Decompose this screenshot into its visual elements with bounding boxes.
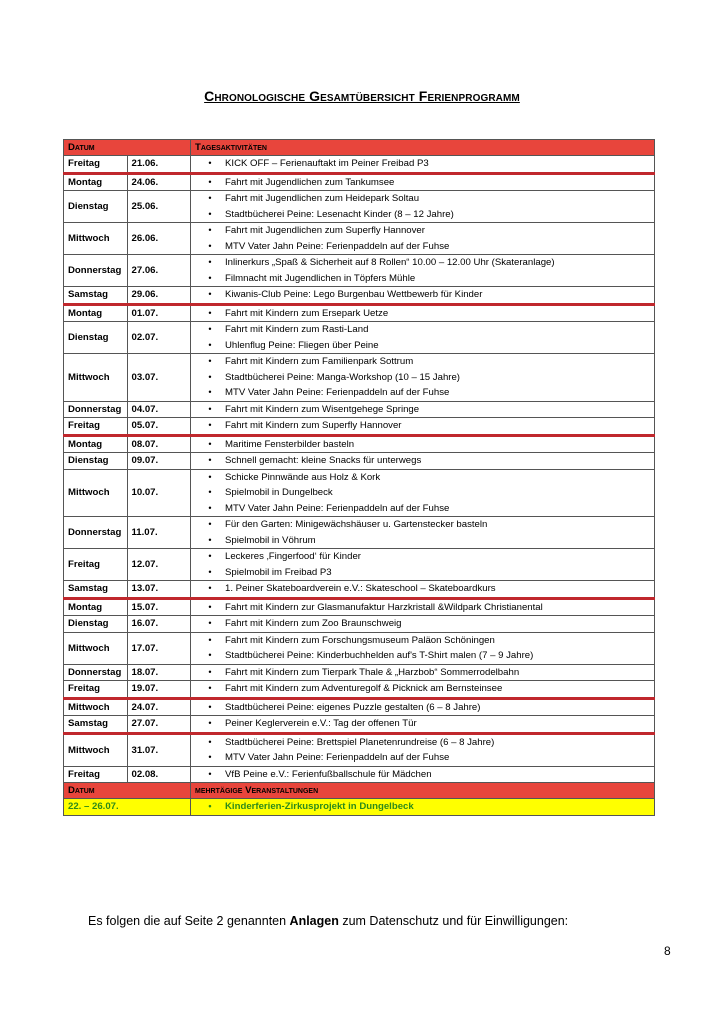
- activity-text: Fahrt mit Kindern zum Wisentgehege Springe: [225, 403, 420, 415]
- bullet-icon: •: [208, 387, 212, 397]
- bullet-icon: •: [208, 502, 212, 513]
- bullet-icon: •: [208, 487, 212, 497]
- header2-multi-day: mehrtägige Veranstaltungen: [191, 783, 655, 799]
- row-day: Samstag: [64, 287, 128, 305]
- activity-text: Schicke Pinnwände aus Holz & Kork: [225, 471, 381, 483]
- table-row: [64, 354, 655, 402]
- row-activities: [191, 156, 655, 174]
- table-row: [64, 453, 655, 470]
- activity-text: Stadtbücherei Peine: Brettspiel Planetenrundreise (6 – 8 Jahre): [225, 736, 495, 748]
- activity-text: Fahrt mit Jugendlichen zum Heidepark Soltau: [225, 193, 420, 204]
- bullet-icon: •: [208, 324, 212, 334]
- activity-text: Fahrt mit Kindern zum Adventuregolf & Picknick am Bernsteinsee: [225, 683, 503, 694]
- activity-text: Fahrt mit Kindern zum Rasti-Land: [225, 324, 369, 335]
- activity-item: [195, 156, 650, 172]
- row-date: 04.07.: [127, 401, 191, 418]
- bullet-icon: •: [208, 158, 212, 168]
- row-activities: [191, 173, 655, 191]
- row-day: Dienstag: [64, 453, 128, 470]
- row-activities: [191, 469, 655, 517]
- row-date: 24.07.: [127, 698, 191, 716]
- footer-text: [88, 914, 568, 928]
- bullet-icon: •: [208, 471, 212, 482]
- row-date: 08.07.: [127, 435, 191, 453]
- activity-text: Fahrt mit Jugendlichen zum Superfly Hannover: [225, 225, 425, 236]
- activity-text: Fahrt mit Kindern zum Zoo Braunschweig: [225, 618, 402, 629]
- table-row: [64, 766, 655, 783]
- activity-text: Stadtbücherei Peine: Manga-Workshop (10 – 15 Jahre): [225, 371, 461, 383]
- table-row: [64, 191, 655, 223]
- activity-item: [195, 207, 650, 223]
- bullet-icon: •: [208, 583, 212, 593]
- bullet-icon: •: [208, 240, 212, 251]
- activity-item: [195, 735, 650, 751]
- activity-text: Leckeres ‚Fingerfood‘ für Kinder: [225, 551, 361, 562]
- header-activities: Tagesaktivitäten: [191, 140, 655, 156]
- activity-item: [195, 533, 650, 549]
- activity-text: Spielmobil in Vöhrum: [225, 534, 316, 546]
- row-date: 16.07.: [127, 616, 191, 633]
- row-day: Dienstag: [64, 616, 128, 633]
- row-date: 17.07.: [127, 632, 191, 664]
- activity-text: Inlinerkurs „Spaß & Sicherheit auf 8 Rollen“ 10.00 – 12.00 Uhr (Skateranlage): [225, 257, 555, 268]
- bullet-icon: •: [208, 193, 212, 203]
- multi-activity: [191, 799, 655, 816]
- bullet-icon: •: [208, 272, 212, 283]
- table-row: [64, 223, 655, 255]
- bullet-icon: •: [208, 801, 212, 811]
- activity-text: Fahrt mit Kindern zum Ersepark Uetze: [225, 307, 389, 319]
- footer-pre: Es folgen die auf Seite 2 genannten: [88, 914, 290, 928]
- activity-text: Fahrt mit Kindern zum Tierpark Thale & „Harzbob“ Sommerrodelbahn: [225, 666, 520, 678]
- activity-item: [195, 501, 650, 517]
- row-activities: [191, 223, 655, 255]
- row-activities: [191, 401, 655, 418]
- row-day: Freitag: [64, 418, 128, 436]
- activity-item: [195, 402, 650, 418]
- table-row: [64, 322, 655, 354]
- bullet-icon: •: [208, 566, 212, 577]
- activity-text: Peiner Keglerverein e.V.: Tag der offenen Tür: [225, 718, 417, 729]
- row-day: Dienstag: [64, 191, 128, 223]
- row-day: Donnerstag: [64, 401, 128, 418]
- row-activities: [191, 549, 655, 581]
- row-day: Donnerstag: [64, 517, 128, 549]
- activity-item: [195, 565, 650, 581]
- row-date: 25.06.: [127, 191, 191, 223]
- bullet-icon: •: [208, 736, 212, 747]
- row-day: Mittwoch: [64, 354, 128, 402]
- activity-text: Stadtbücherei Peine: eigenes Puzzle gestalten (6 – 8 Jahre): [225, 701, 481, 713]
- activity-item: [195, 453, 650, 469]
- table-row: [64, 401, 655, 418]
- activity-text: Spielmobil in Dungelbeck: [225, 487, 333, 498]
- row-day: Mittwoch: [64, 632, 128, 664]
- row-activities: [191, 581, 655, 599]
- activity-text: Fahrt mit Kindern zum Familienpark Sottrum: [225, 356, 414, 367]
- row-date: 18.07.: [127, 664, 191, 681]
- row-activities: [191, 616, 655, 633]
- bullet-icon: •: [208, 666, 212, 677]
- activity-item: [195, 255, 650, 271]
- activity-item: [195, 517, 650, 533]
- activity-item: [195, 616, 650, 632]
- activity-text: Kiwanis-Club Peine: Lego Burgenbau Wettbewerb für Kinder: [225, 289, 483, 300]
- activity-item: [195, 338, 650, 354]
- bullet-icon: •: [208, 356, 212, 366]
- row-date: 27.07.: [127, 716, 191, 734]
- bullet-icon: •: [208, 225, 212, 235]
- bullet-icon: •: [208, 257, 212, 267]
- table-row: [64, 173, 655, 191]
- table-row: [64, 733, 655, 766]
- row-day: Donnerstag: [64, 255, 128, 287]
- bullet-icon: •: [208, 371, 212, 382]
- bullet-icon: •: [208, 403, 212, 414]
- activity-item: [195, 191, 650, 207]
- bullet-icon: •: [208, 683, 212, 693]
- activity-text: 1. Peiner Skateboardverein e.V.: Skateschool – Skateboardkurs: [225, 583, 496, 594]
- table-row: [64, 255, 655, 287]
- row-activities: [191, 698, 655, 716]
- row-date: 29.06.: [127, 287, 191, 305]
- bullet-icon: •: [208, 601, 212, 612]
- bullet-icon: •: [208, 339, 212, 350]
- activity-text: Fahrt mit Kindern zum Superfly Hannover: [225, 420, 402, 431]
- table-row: [64, 716, 655, 734]
- bullet-icon: •: [208, 752, 212, 762]
- row-date: 01.07.: [127, 304, 191, 322]
- row-activities: [191, 435, 655, 453]
- activity-item: [195, 322, 650, 338]
- row-date: 09.07.: [127, 453, 191, 470]
- row-date: 21.06.: [127, 156, 191, 174]
- activity-text: MTV Vater Jahn Peine: Ferienpaddeln auf der Fuhse: [225, 752, 450, 763]
- bullet-icon: •: [208, 176, 212, 187]
- row-date: 15.07.: [127, 598, 191, 616]
- bullet-icon: •: [208, 438, 212, 449]
- row-activities: [191, 664, 655, 681]
- row-date: 26.06.: [127, 223, 191, 255]
- row-activities: [191, 418, 655, 436]
- header-date: Datum: [64, 140, 191, 156]
- multi-day-row: [64, 799, 655, 816]
- row-day: Freitag: [64, 156, 128, 174]
- activity-item: [195, 418, 650, 434]
- activity-text: MTV Vater Jahn Peine: Ferienpaddeln auf der Fuhse: [225, 240, 450, 252]
- row-day: Mittwoch: [64, 698, 128, 716]
- activity-item: [195, 600, 650, 616]
- activity-text: Spielmobil im Freibad P3: [225, 566, 332, 578]
- bullet-icon: •: [208, 455, 212, 465]
- row-activities: [191, 304, 655, 322]
- activity-text: Stadtbücherei Peine: Kinderbuchhelden auf's T-Shirt malen (7 – 9 Jahre): [225, 650, 534, 661]
- table-header-row: [64, 140, 655, 156]
- activity-text: KICK OFF – Ferienauftakt im Peiner Freibad P3: [225, 158, 429, 169]
- row-activities: [191, 287, 655, 305]
- row-day: Donnerstag: [64, 664, 128, 681]
- row-date: 02.08.: [127, 766, 191, 783]
- activity-item: [195, 370, 650, 386]
- row-day: Mittwoch: [64, 223, 128, 255]
- row-activities: [191, 632, 655, 664]
- row-date: 31.07.: [127, 733, 191, 766]
- activity-text: Fahrt mit Jugendlichen zum Tankumsee: [225, 176, 395, 188]
- bullet-icon: •: [208, 307, 212, 318]
- activity-item: [195, 549, 650, 565]
- footer-post: zum Datenschutz und für Einwilligungen:: [338, 914, 569, 928]
- bullet-icon: •: [208, 519, 212, 529]
- page-number: 8: [664, 944, 671, 958]
- row-activities: [191, 733, 655, 766]
- row-activities: [191, 191, 655, 223]
- table-row: [64, 598, 655, 616]
- activity-text: Maritime Fensterbilder basteln: [225, 438, 355, 450]
- bullet-icon: •: [208, 534, 212, 545]
- activity-item: [195, 700, 650, 716]
- activity-item: [195, 767, 650, 783]
- row-activities: [191, 766, 655, 783]
- row-day: Freitag: [64, 549, 128, 581]
- activity-item: [195, 437, 650, 453]
- title-text: Chronologische Gesamtübersicht Ferienprogramm: [204, 88, 520, 104]
- row-date: 05.07.: [127, 418, 191, 436]
- row-date: 03.07.: [127, 354, 191, 402]
- header2-date: Datum: [64, 783, 191, 799]
- row-day: Montag: [64, 598, 128, 616]
- row-day: Mittwoch: [64, 469, 128, 517]
- row-day: Dienstag: [64, 322, 128, 354]
- table-row: [64, 435, 655, 453]
- bullet-icon: •: [208, 650, 212, 660]
- row-activities: [191, 517, 655, 549]
- bullet-icon: •: [208, 718, 212, 728]
- row-day: Montag: [64, 173, 128, 191]
- table-row: [64, 664, 655, 681]
- activity-text: Uhlenflug Peine: Fliegen über Peine: [225, 339, 379, 351]
- bullet-icon: •: [208, 634, 212, 645]
- table-row: [64, 418, 655, 436]
- bullet-icon: •: [208, 420, 212, 430]
- activity-item: [195, 271, 650, 287]
- program-table: [63, 139, 655, 816]
- activity-text: MTV Vater Jahn Peine: Ferienpaddeln auf der Fuhse: [225, 387, 450, 398]
- row-date: 12.07.: [127, 549, 191, 581]
- activity-item: [195, 799, 650, 815]
- bullet-icon: •: [208, 701, 212, 712]
- activity-item: [195, 306, 650, 322]
- table-row: [64, 304, 655, 322]
- bullet-icon: •: [208, 551, 212, 561]
- activity-item: [195, 385, 650, 401]
- activity-item: [195, 223, 650, 239]
- activity-text: Für den Garten: Minigewächshäuser u. Gartenstecker basteln: [225, 519, 488, 530]
- footer-bold: Anlagen: [289, 914, 339, 928]
- bullet-icon: •: [208, 768, 212, 779]
- table-row: [64, 517, 655, 549]
- row-activities: [191, 453, 655, 470]
- activity-text: Filmnacht mit Jugendlichen in Töpfers Mühle: [225, 272, 416, 284]
- activity-text: Schnell gemacht: kleine Snacks für unterwegs: [225, 455, 422, 466]
- table-row: [64, 681, 655, 699]
- table-row: [64, 632, 655, 664]
- activity-item: [195, 287, 650, 303]
- row-date: 11.07.: [127, 517, 191, 549]
- table-row: [64, 581, 655, 599]
- row-day: Montag: [64, 304, 128, 322]
- table-row: [64, 156, 655, 174]
- row-date: 27.06.: [127, 255, 191, 287]
- activity-item: [195, 665, 650, 681]
- activity-text: Fahrt mit Kindern zum Forschungsmuseum Paläon Schöningen: [225, 634, 495, 646]
- bullet-icon: •: [208, 289, 212, 299]
- row-activities: [191, 255, 655, 287]
- activity-item: [195, 633, 650, 649]
- activity-text: Kinderferien-Zirkusprojekt in Dungelbeck: [225, 801, 414, 812]
- row-day: Montag: [64, 435, 128, 453]
- row-activities: [191, 681, 655, 699]
- activity-item: [195, 750, 650, 766]
- row-activities: [191, 322, 655, 354]
- row-day: Freitag: [64, 766, 128, 783]
- activity-item: [195, 581, 650, 597]
- activity-item: [195, 470, 650, 486]
- row-day: Mittwoch: [64, 733, 128, 766]
- bullet-icon: •: [208, 618, 212, 628]
- row-activities: [191, 716, 655, 734]
- row-date: 02.07.: [127, 322, 191, 354]
- row-activities: [191, 354, 655, 402]
- bullet-icon: •: [208, 208, 212, 219]
- activity-item: [195, 648, 650, 664]
- multi-date: 22. – 26.07.: [64, 799, 191, 816]
- page-title: [0, 88, 724, 104]
- activity-item: [195, 681, 650, 697]
- row-date: 10.07.: [127, 469, 191, 517]
- row-day: Freitag: [64, 681, 128, 699]
- activity-item: [195, 716, 650, 732]
- row-date: 24.06.: [127, 173, 191, 191]
- activity-item: [195, 485, 650, 501]
- row-day: Samstag: [64, 716, 128, 734]
- activity-text: VfB Peine e.V.: Ferienfußballschule für Mädchen: [225, 768, 432, 780]
- activity-item: [195, 175, 650, 191]
- row-date: 19.07.: [127, 681, 191, 699]
- row-day: Samstag: [64, 581, 128, 599]
- table-row: [64, 287, 655, 305]
- activity-item: [195, 239, 650, 255]
- activity-text: MTV Vater Jahn Peine: Ferienpaddeln auf der Fuhse: [225, 502, 450, 514]
- activity-text: Fahrt mit Kindern zur Glasmanufaktur Harzkristall &Wildpark Christianental: [225, 601, 543, 613]
- table-row: [64, 616, 655, 633]
- row-date: 13.07.: [127, 581, 191, 599]
- activity-item: [195, 354, 650, 370]
- table-row: [64, 549, 655, 581]
- row-activities: [191, 598, 655, 616]
- table-row: [64, 469, 655, 517]
- activity-text: Stadtbücherei Peine: Lesenacht Kinder (8 – 12 Jahre): [225, 208, 454, 220]
- multi-day-header-row: [64, 783, 655, 799]
- table-row: [64, 698, 655, 716]
